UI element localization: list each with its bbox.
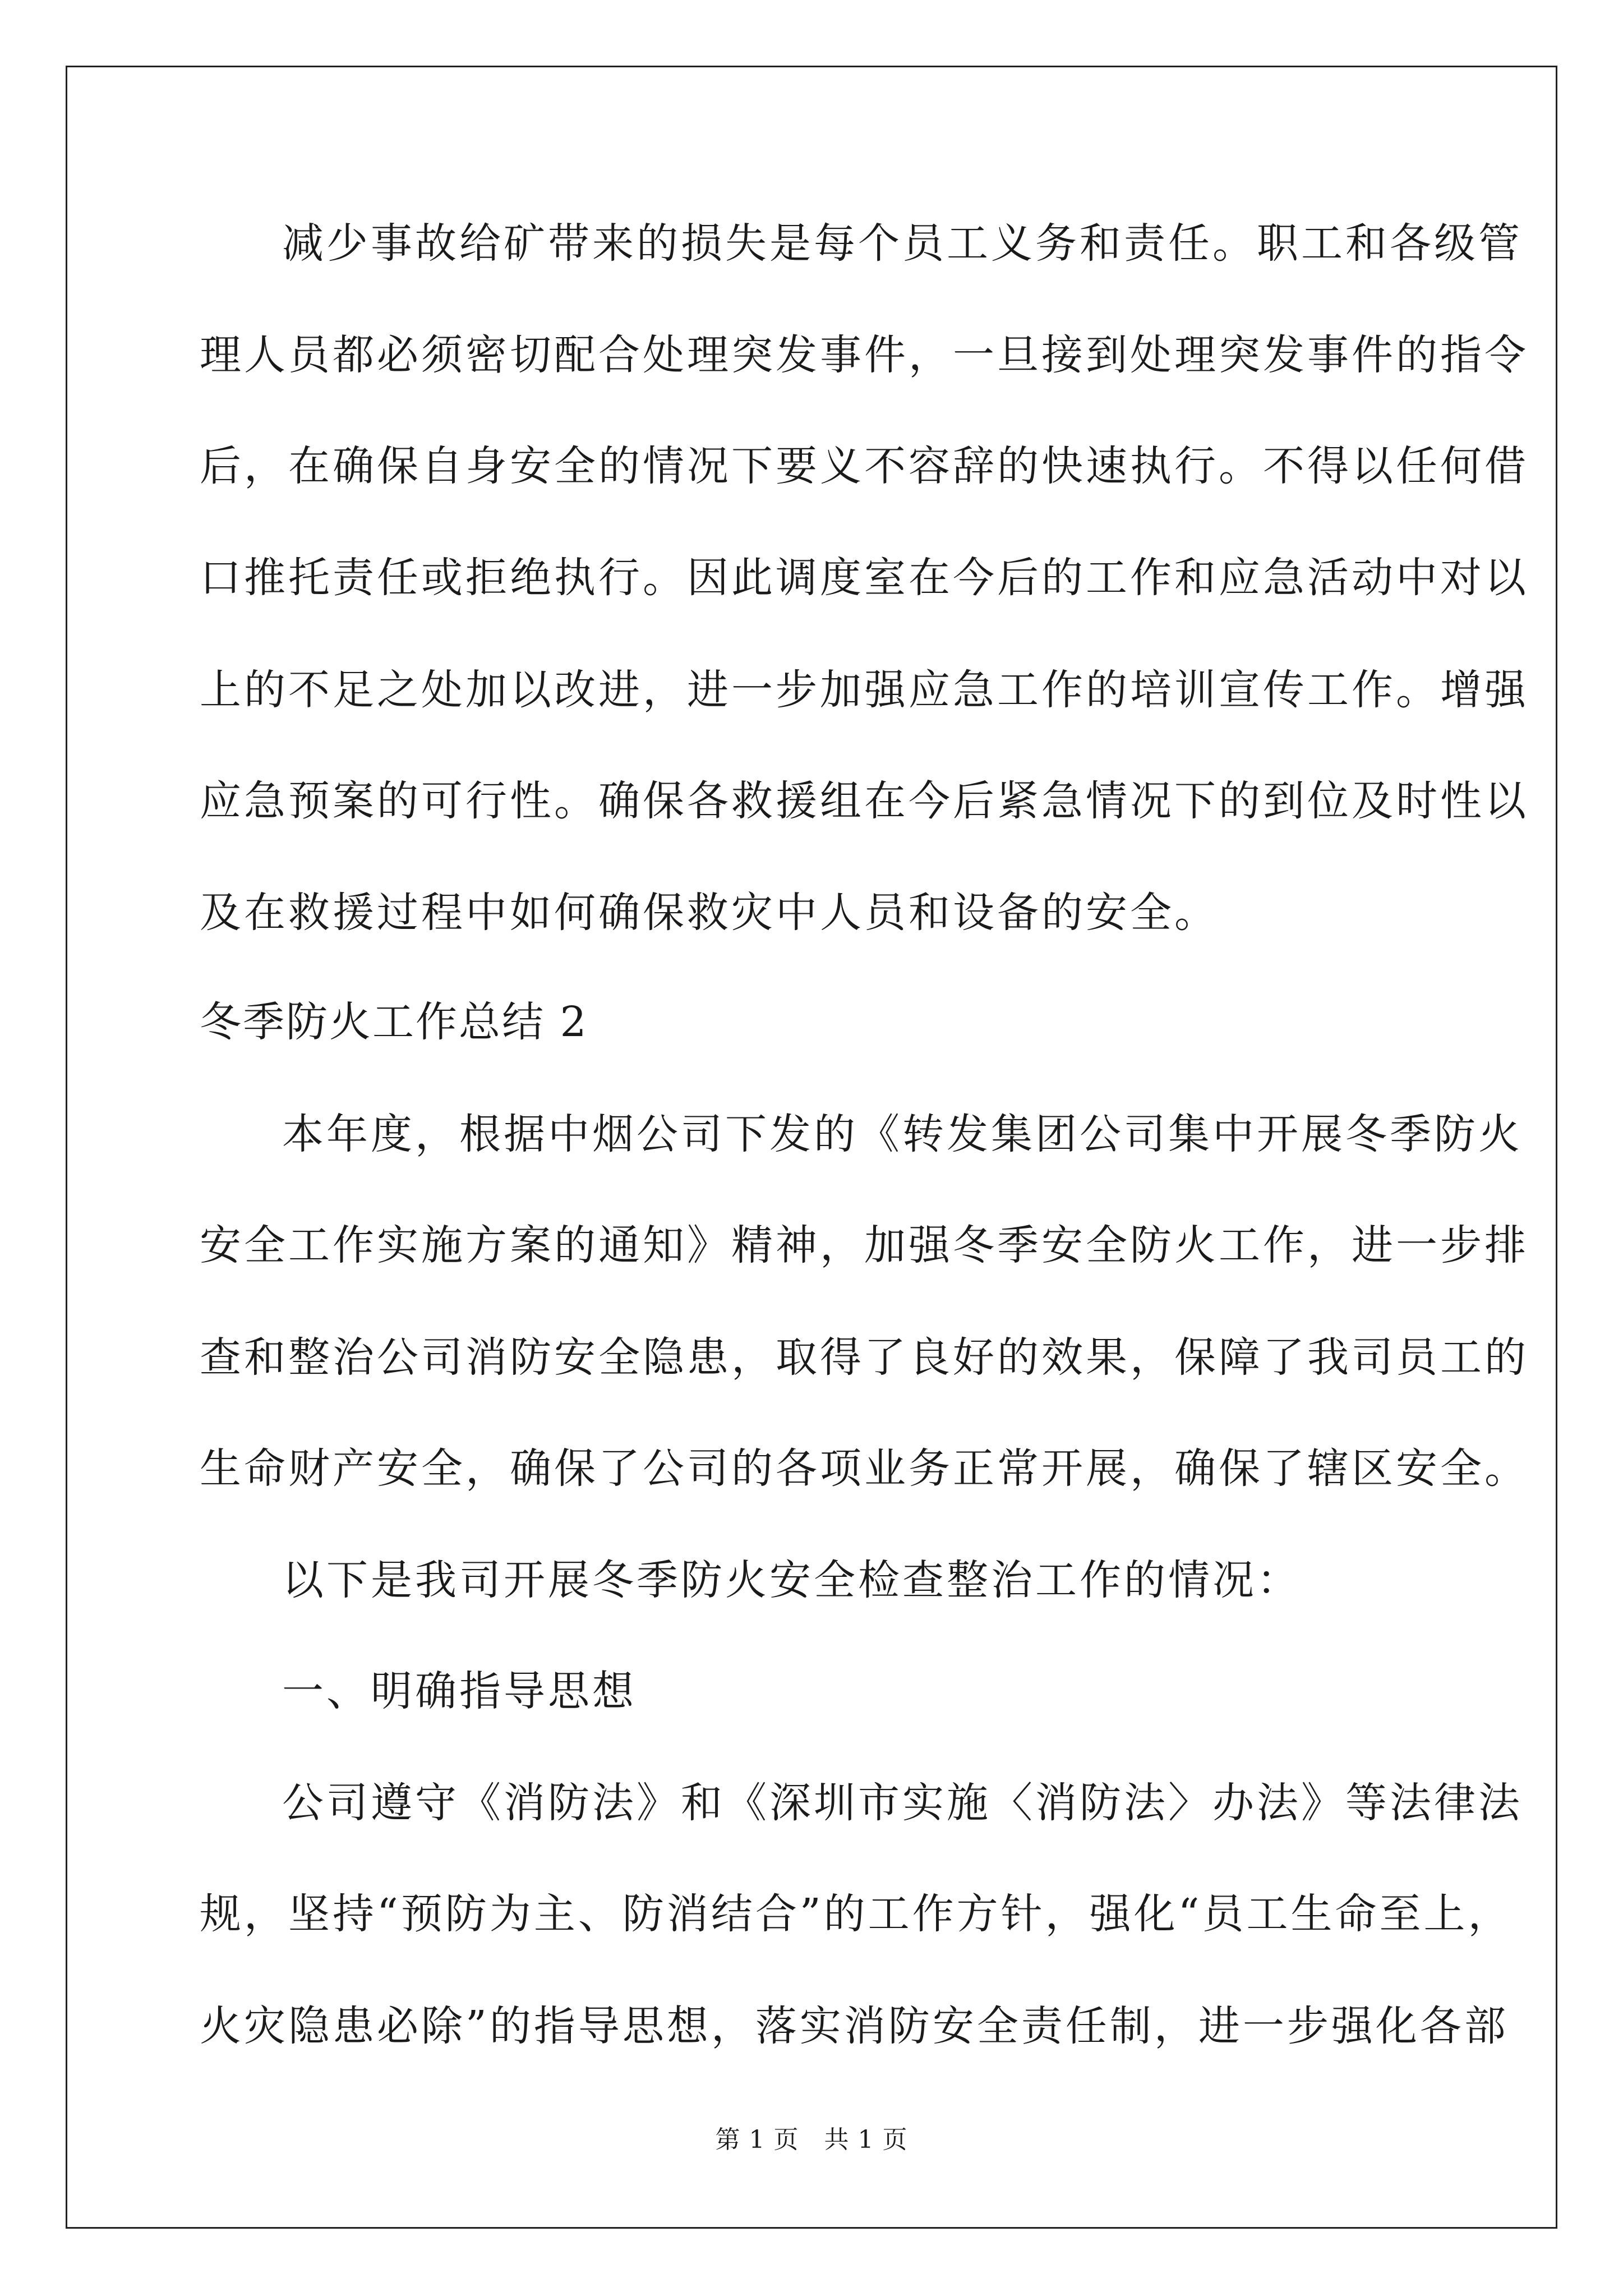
text-line-11: 查和整治公司消防安全隐患，取得了良好的效果，保障了我司员工的 [200,1333,1529,1382]
subheading: 一、明确指导思想 [282,1667,637,1715]
text-line-16: 规，坚持“预防为主、防消结合”的工作方针，强化“员工生命至上， [200,1890,1513,1938]
text-line-5: 上的不足之处加以改进，进一步加强应急工作的培训宣传工作。增强 [200,666,1529,714]
text-line-7: 及在救援过程中如何确保救灾中人员和设备的安全。 [200,889,1219,937]
page-footer: 第 1 页 共 1 页 [715,2125,908,2154]
text-line-13: 以下是我司开展冬季防火安全检查整治工作的情况： [282,1556,1301,1604]
text-line-12: 生命财产安全，确保了公司的各项业务正常开展，确保了辖区安全。 [200,1444,1529,1493]
text-line-17: 火灾隐患必除”的指导思想，落实消防安全责任制，进一步强化各部 [200,2002,1509,2050]
text-line-2: 理人员都必须密切配合处理突发事件，一旦接到处理突发事件的指令 [200,331,1529,379]
text-line-15: 公司遵守《消防法》和《深圳市实施〈消防法〉办法》等法律法 [282,1779,1523,1827]
section-heading: 冬季防火工作总结 2 [200,998,588,1046]
text-line-10: 安全工作实施方案的通知》精神，加强冬季安全防火工作，进一步排 [200,1221,1529,1269]
text-line-4: 口推托责任或拒绝执行。因此调度室在今后的工作和应急活动中对以 [200,554,1529,602]
text-line-3: 后，在确保自身安全的情况下要义不容辞的快速执行。不得以任何借 [200,442,1529,490]
text-line-9: 本年度，根据中烟公司下发的《转发集团公司集中开展冬季防火 [282,1110,1523,1158]
text-line-6: 应急预案的可行性。确保各救援组在今后紧急情况下的到位及时性以 [200,777,1529,825]
text-line-1: 减少事故给矿带来的损失是每个员工义务和责任。职工和各级管 [282,219,1523,268]
